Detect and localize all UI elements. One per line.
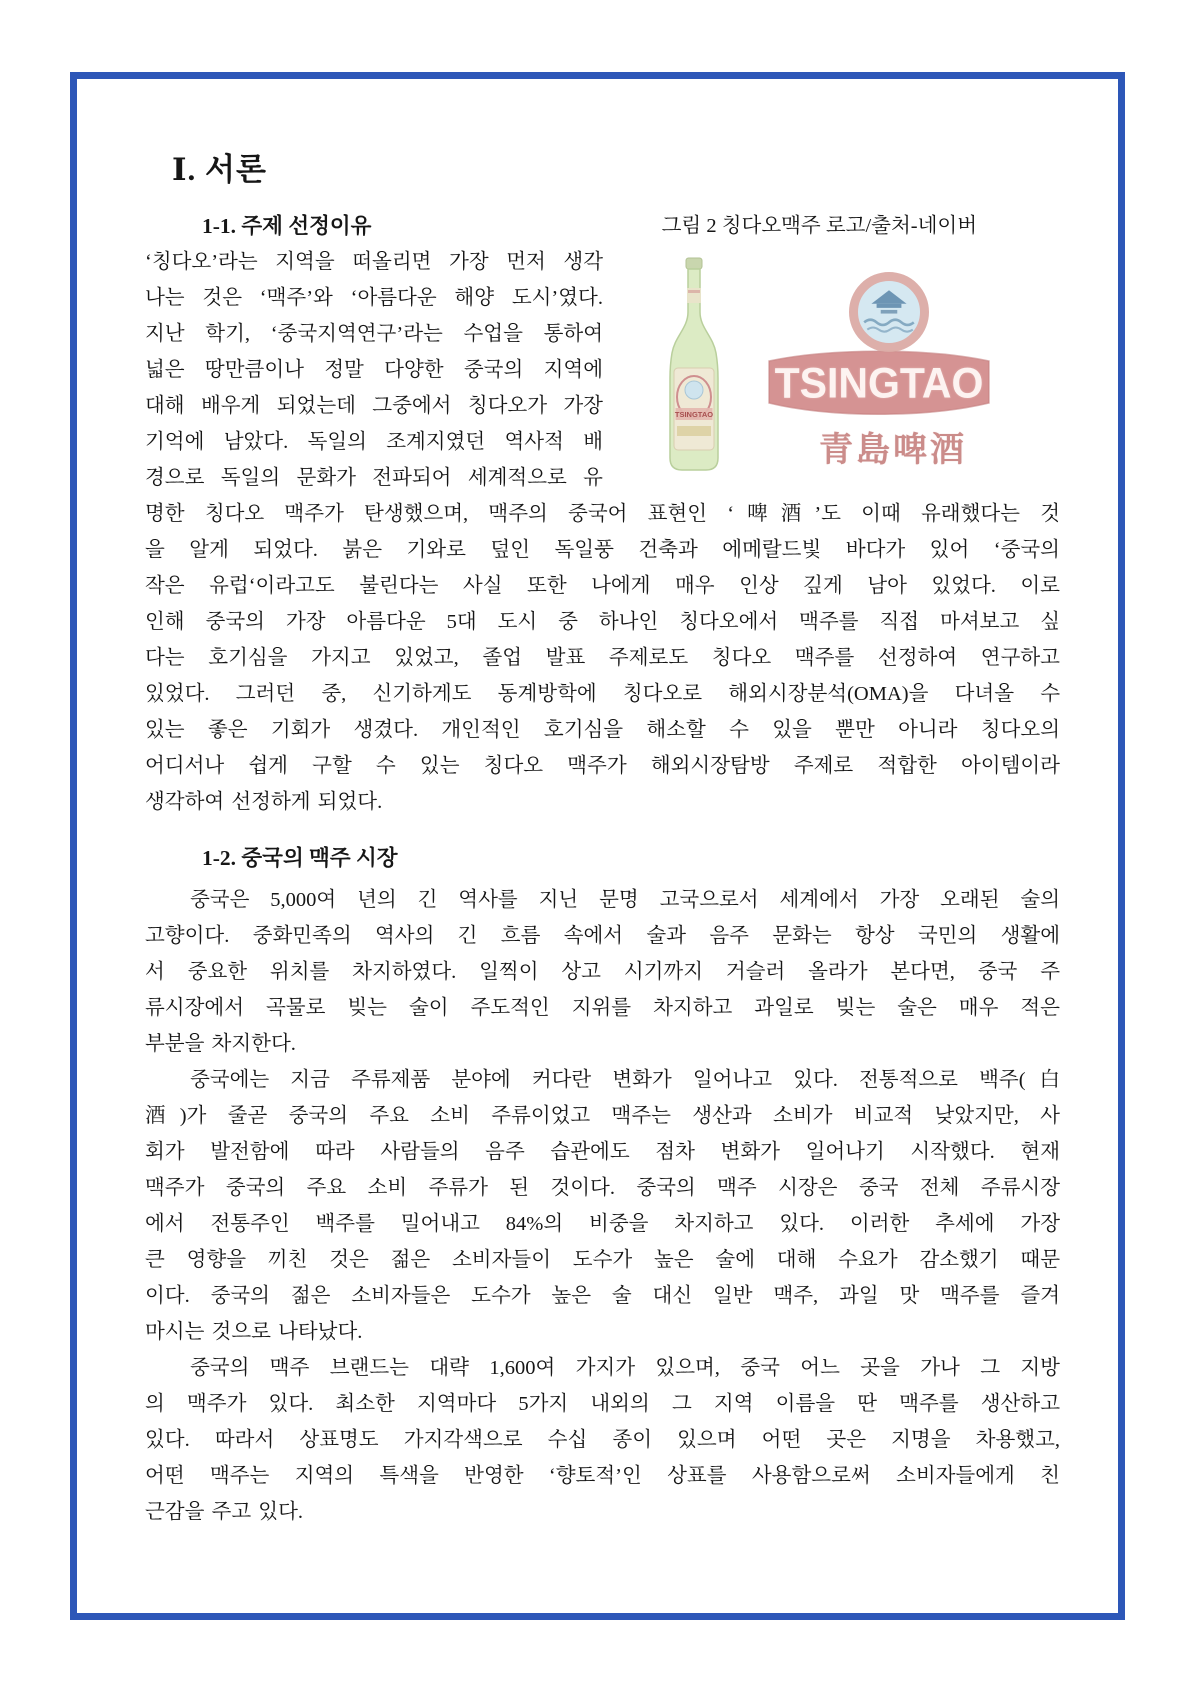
body-line: 작은 유럽‘이라고도 불린다는 사실 또한 나에게 매우 인상 깊게 남아 있었다. 이로 <box>145 575 1060 597</box>
body-line: 회가 발전함에 따라 사람들의 음주 습관에도 점차 변화가 일어나기 시작했다. 현재 <box>145 1141 1060 1163</box>
body-line: 중국은 5,000여 년의 긴 역사를 지닌 문명 고국으로서 세계에서 가장 오래된 술의 <box>190 889 1060 911</box>
body-line: 에서 전통주인 백주를 밀어내고 84%의 비중을 차지하고 있다. 이러한 추세에 가장 <box>145 1213 1060 1235</box>
body-line: 경으로 독일의 문화가 전파되어 세계적으로 유 <box>145 467 603 489</box>
text-column-beside-figure <box>145 244 603 496</box>
body-line: 어떤 맥주는 지역의 특색을 반영한 ‘향토적’인 상표를 사용함으로써 소비자들에게 친 <box>145 1465 1060 1487</box>
body-line: 지난 학기, ‘중국지역연구’라는 수업을 통하여 <box>145 323 603 345</box>
tsingtao-emblem-icon <box>849 272 929 352</box>
body-line: 있었다. 그러던 중, 신기하게도 동계방학에 칭다오로 해외시장분석(OMA)을 다녀올 수 <box>145 683 1060 705</box>
body-line: 맥주가 중국의 주요 소비 주류가 된 것이다. 중국의 맥주 시장은 중국 전체 주류시장 <box>145 1177 1060 1199</box>
body-line: 서 중요한 위치를 차지하였다. 일찍이 상고 시기까지 거슬러 올라가 본다면, 중국 주 <box>145 961 1060 983</box>
body-line: 생각하여 선정하게 되었다. <box>145 791 383 813</box>
body-line: 인해 중국의 가장 아름다운 5대 도시 중 하나인 칭다오에서 맥주를 직접 마셔보고 싶 <box>145 611 1060 633</box>
figure-caption: 그림 2 칭다오맥주 로고/출처-네이버 <box>661 215 977 237</box>
tsingtao-logo-text: TSINGTAO <box>774 358 984 408</box>
body-line: 중국의 맥주 브랜드는 대략 1,600여 가지가 있으며, 중국 어느 곳을 가나 그 지방 <box>190 1357 1060 1379</box>
section-1-1-header-row <box>145 210 1060 244</box>
body-line: 근감을 주고 있다. <box>145 1501 303 1523</box>
body-line: 기억에 남았다. 독일의 조계지였던 역사적 배 <box>145 431 603 453</box>
section-1-2-heading: 1-2. 중국의 맥주 시장 <box>202 846 398 870</box>
section-1-1-body <box>145 496 1060 820</box>
body-line: 대해 배우게 되었는데 그중에서 칭다오가 가장 <box>145 395 603 417</box>
section-1-2-paragraph-3 <box>145 1350 1060 1530</box>
body-line: 고향이다. 중화민족의 역사의 긴 흐름 속에서 술과 음주 문화는 항상 국민의 생활에 <box>145 925 1060 947</box>
body-line: 을 알게 되었다. 붉은 기와로 덮인 독일풍 건축과 에메랄드빛 바다가 있어 ‘중국의 <box>145 539 1060 561</box>
body-line: 넓은 땅만큼이나 정말 다양한 중국의 지역에 <box>145 359 603 381</box>
body-line: 큰 영향을 끼친 것은 젊은 소비자들이 도수가 높은 술에 대해 수요가 감소했기 때문 <box>145 1249 1060 1271</box>
body-line: 어디서나 쉽게 구할 수 있는 칭다오 맥주가 해외시장탐방 주제로 적합한 아이템이라 <box>145 755 1060 777</box>
body-line: 의 맥주가 있다. 최소한 지역마다 5가지 내외의 그 지역 이름을 딴 맥주를 생산하고 <box>145 1393 1060 1415</box>
body-line: 있다. 따라서 상표명도 가지각색으로 수십 종이 있으며 어떤 곳은 지명을 차용했고, <box>145 1429 1060 1451</box>
body-line: 중국에는 지금 주류제품 분야에 커다란 변화가 일어나고 있다. 전통적으로 백주(白 <box>190 1069 1060 1091</box>
tsingtao-chinese-text: 青島啤酒 <box>819 432 967 469</box>
body-line: 부분을 차지한다. <box>145 1033 296 1055</box>
body-line: 류시장에서 곡물로 빚는 술이 주도적인 지위를 차지하고 과일로 빚는 술은 매우 적은 <box>145 997 1060 1019</box>
section-1-2-paragraph-2 <box>145 1062 1060 1350</box>
section-1-1-heading: 1-1. 주제 선정이유 <box>202 214 372 238</box>
bottle-label-text: TSINGTAO <box>674 410 714 419</box>
body-line: 이다. 중국의 젊은 소비자들은 도수가 높은 술 대신 일반 맥주, 과일 맛 맥주를 즐겨 <box>145 1285 1060 1307</box>
page-title: Ⅰ. 서론 <box>172 152 267 187</box>
body-line: 있는 좋은 기회가 생겼다. 개인적인 호기심을 해소할 수 있을 뿐만 아니라 칭다오의 <box>145 719 1060 741</box>
body-line: 명한 칭다오 맥주가 탄생했으며, 맥주의 중국어 표현인 ‘啤酒’도 이때 유래했다는 것 <box>145 503 1060 525</box>
body-line: 다는 호기심을 가지고 있었고, 졸업 발표 주제로도 칭다오 맥주를 선정하여 연구하고 <box>145 647 1060 669</box>
body-line: 마시는 것으로 나타났다. <box>145 1321 363 1343</box>
body-line: 나는 것은 ‘맥주’와 ‘아름다운 해양 도시’였다. <box>145 287 603 309</box>
body-line: ‘칭다오’라는 지역을 떠올리면 가장 먼저 생각 <box>145 251 603 273</box>
body-line: 酒)가 줄곧 중국의 주요 소비 주류이었고 맥주는 생산과 소비가 비교적 낮았지만, 사 <box>145 1105 1060 1127</box>
section-1-2-paragraph-1 <box>145 882 1060 1062</box>
